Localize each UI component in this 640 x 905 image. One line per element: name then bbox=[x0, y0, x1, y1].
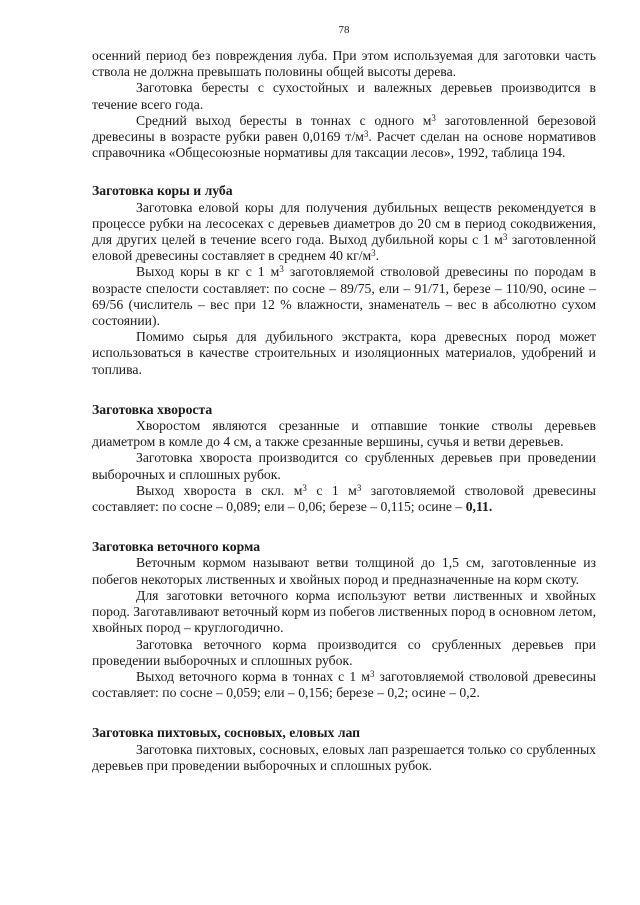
page-body bbox=[92, 48, 596, 774]
superscript: 3 bbox=[502, 231, 508, 242]
superscript: 3 bbox=[371, 248, 376, 259]
superscript: 3 bbox=[363, 128, 369, 139]
paragraph bbox=[92, 113, 596, 162]
text-run: Выход веточного корма в тоннах с 1 м bbox=[136, 668, 370, 684]
paragraph: Заготовка пихтовых, сосновых, еловых лап разрешается только со срубленных деревьев при проведении выборочных и сплошных рубок. bbox=[92, 741, 596, 773]
text-run: Средний выход бересты в тоннах с одного м bbox=[136, 112, 432, 128]
superscript: 3 bbox=[356, 482, 362, 493]
paragraph: Веточным кормом называют ветви толщиной до 1,5 см, заготовленные из побегов некоторых лиственных и хвойных пород и предназначенные на корм скоту. bbox=[92, 555, 596, 587]
paragraph: Хворостом являются срезанные и отпавшие тонкие стволы деревьев диаметром в комле до 4 см, а также срезанные вершины, сучья и ветви деревьев. bbox=[92, 418, 596, 450]
text-run: . bbox=[375, 248, 380, 264]
paragraph: Для заготовки веточного корма используют ветви лиственных и хвойных пород. Заготавливают веточный корм из побегов лиственных пород в основном летом, хвойных пород – круглогодично. bbox=[92, 587, 596, 636]
paragraph: Заготовка бересты с сухостойных и валежных деревьев производится в течение всего года. bbox=[92, 80, 596, 112]
text-run: . Расчет сделан на основе нормативов справочника «Общесоюзные нормативы для таксации лесов», 1992, таблица 194. bbox=[92, 129, 596, 161]
section-heading bbox=[92, 183, 596, 199]
text-run: заготовленной березовой древесины в возрасте рубки равен 0,0169 т/м bbox=[92, 112, 596, 145]
superscript: 3 bbox=[369, 668, 375, 679]
text-run: заготовленной еловой древесины составляет в среднем 40 кг/м bbox=[92, 232, 596, 264]
paragraph bbox=[92, 669, 596, 701]
paragraph bbox=[92, 483, 596, 515]
text-run: Заготовка еловой коры для получения дубильных веществ рекомендуется в процессе рубки на лесосеках с деревьев диаметров до 20 см в период сокодвижения, для других целей в течение всего года. Выход дубильной коры с 1 м bbox=[92, 199, 596, 248]
text-run: с 1 м bbox=[306, 482, 357, 498]
paragraph bbox=[92, 200, 596, 265]
superscript: 3 bbox=[279, 264, 284, 275]
superscript: 3 bbox=[302, 482, 307, 493]
paragraph: Заготовка веточного корма производится со срубленных деревьев при проведении выборочных и сплошных рубок. bbox=[92, 636, 596, 668]
text-run: заготовляемой стволовой древесины составляет: по сосне – 0,059; ели – 0,156; березе – 0,2; осине – 0,2. bbox=[92, 668, 597, 701]
heading-text: Заготовка коры и луба bbox=[92, 183, 233, 199]
text-run: 0,11. bbox=[465, 499, 493, 515]
paragraph bbox=[92, 264, 596, 329]
text-run: заготовляемой стволовой древесины по породам в возрасте спелости составляет: по сосне – 89/75, ели – 91/71, березе – 110/90, осине – 69/56 (числитель – вес при 12 % влажности, знаменатель – вес в абсолютно сухом состоянии). bbox=[92, 264, 596, 329]
section-heading: Заготовка пихтовых, сосновых, еловых лап bbox=[92, 725, 361, 741]
paragraph: Заготовка хвороста производится со срубленных деревьев при проведении выборочных и сплошных рубок. bbox=[92, 450, 596, 482]
section-heading: Заготовка веточного корма bbox=[92, 539, 261, 555]
section-heading: Заготовка хвороста bbox=[92, 401, 213, 417]
text-run: Выход хвороста в скл. м bbox=[136, 482, 303, 498]
text-run: Выход коры в кг с 1 м bbox=[136, 264, 280, 280]
paragraph: осенний период без повреждения луба. При этом используемая для заготовки часть ствола не должна превышать половины общей высоты дерева. bbox=[92, 48, 596, 80]
superscript: 3 bbox=[431, 112, 436, 123]
page-number: 78 bbox=[338, 24, 350, 36]
text-run: заготовляемой стволовой древесины составляет: по сосне – 0,089; ели – 0,06; березе – 0,115; осине – bbox=[92, 482, 596, 515]
paragraph: Помимо сырья для дубильного экстракта, кора древесных пород может использоваться в качестве строительных и изоляционных материалов, удобрений и топлива. bbox=[92, 329, 596, 377]
